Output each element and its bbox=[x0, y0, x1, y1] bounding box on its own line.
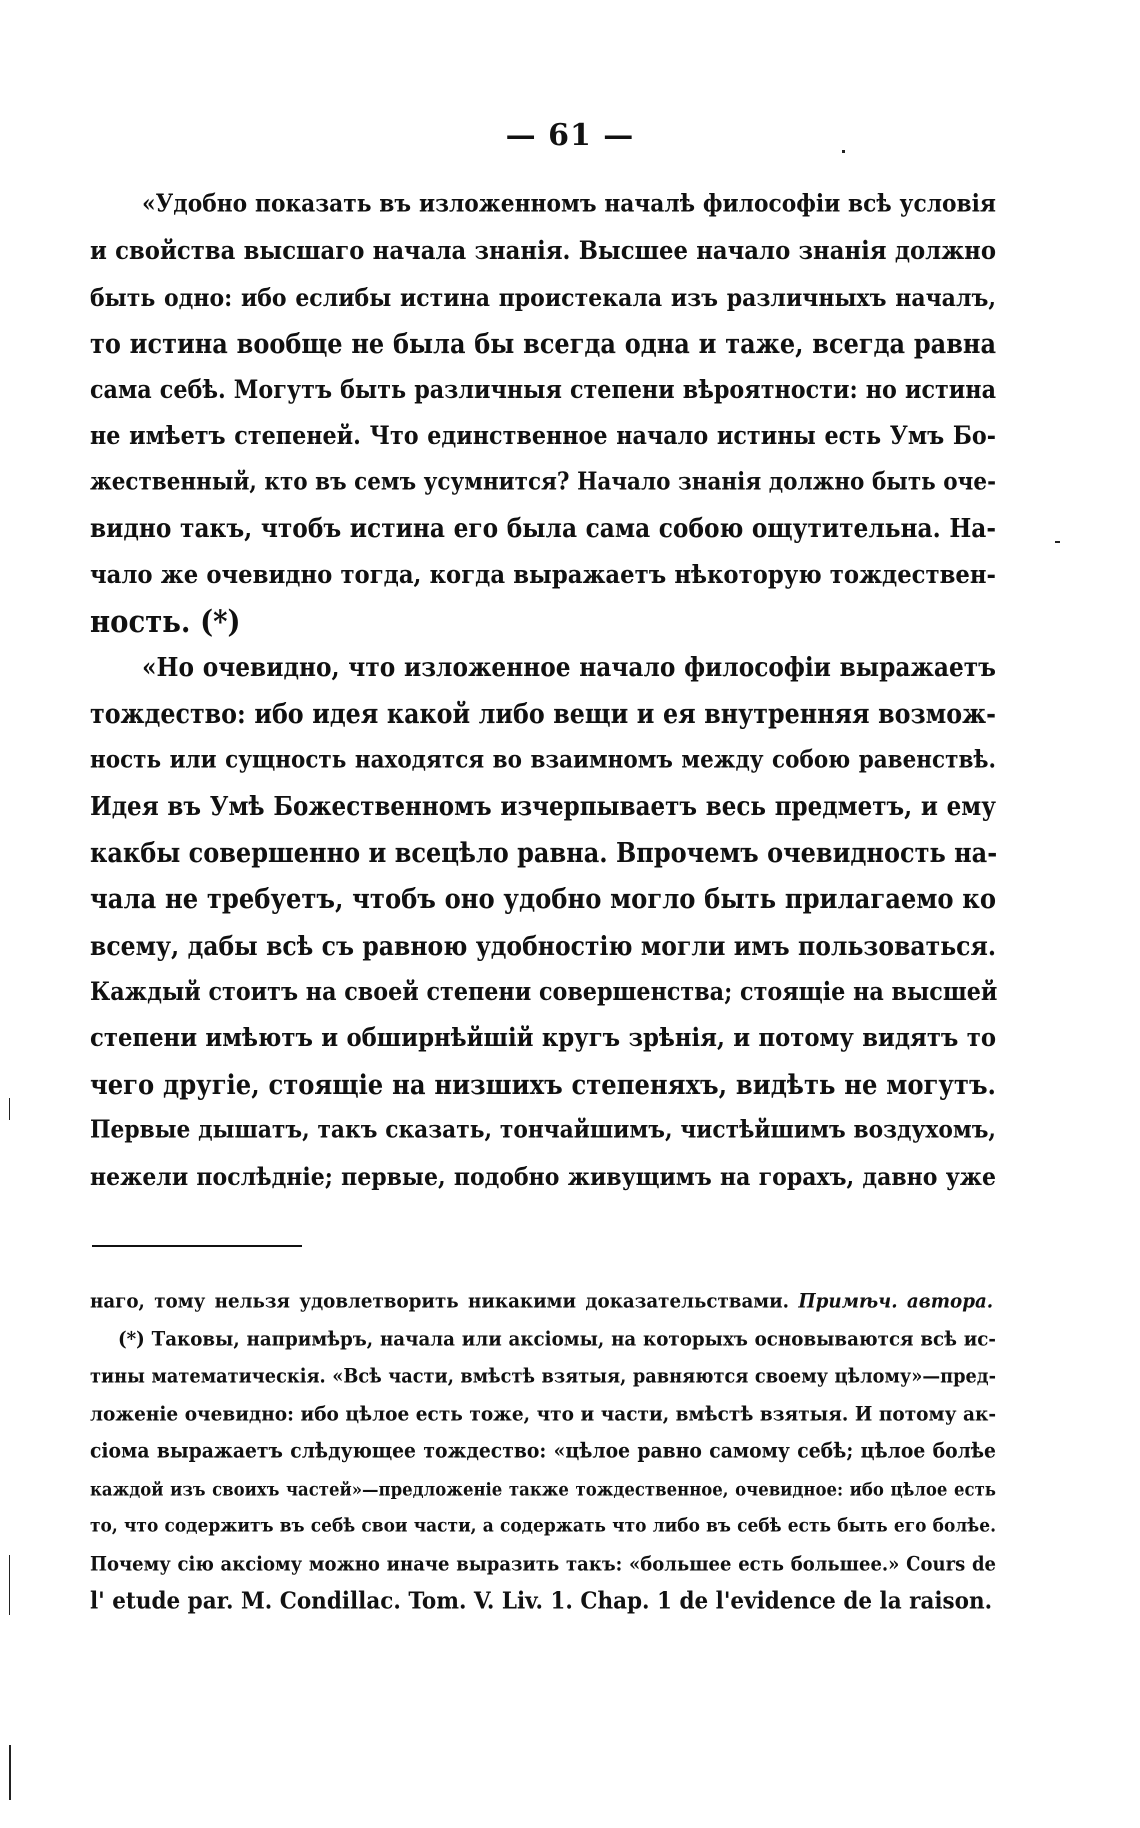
scan-artifact-dot bbox=[842, 150, 845, 153]
text-line: жественный, кто въ семъ усумнится? Начало знанія должно быть оче- bbox=[90, 468, 996, 497]
text-line: чего другіе, стоящіе на низшихъ степеняхъ, видѣть не могутъ. bbox=[90, 1067, 996, 1101]
text-line: тождество: ибо идея какой либо вещи и ея внутренняя возмож- bbox=[90, 698, 996, 730]
footnote-line: тины математическія. «Всѣ части, вмѣстѣ взятыя, равняются своему цѣлому»—пред- bbox=[90, 1365, 996, 1388]
scan-artifact-mark bbox=[9, 1555, 10, 1615]
text-line: чало же очевидно тогда, когда выражаетъ нѣкоторую тождествен- bbox=[90, 560, 996, 590]
scan-artifact-mark bbox=[9, 1098, 10, 1120]
footnote-line: ложеніе очевидно: ибо цѣлое есть тоже, что и части, вмѣстѣ взятыя. И потому ак- bbox=[90, 1402, 996, 1426]
text-line: ность или сущность находятся во взаимномъ между собою равенствѣ. bbox=[90, 745, 996, 774]
footnote-continuation: наго, тому нельзя удовлетворить никакими доказательствами. bbox=[90, 1290, 790, 1313]
text-line: степени имѣютъ и обширнѣйшій кругъ зрѣнія, и потому видятъ то bbox=[90, 1023, 996, 1053]
footnote-line bbox=[90, 1282, 996, 1323]
footnote-line: то, что содержитъ въ себѣ свои части, а содержать что либо въ себѣ есть быть его болѣе. bbox=[90, 1515, 996, 1537]
text-line: видно такъ, чтобъ истина его была сама собою ощутительна. На- bbox=[90, 513, 996, 544]
main-text bbox=[90, 182, 996, 1201]
scan-artifact-dot bbox=[1055, 541, 1060, 543]
text-line: «Удобно показать въ изложенномъ началѣ философіи всѣ условія bbox=[142, 190, 996, 219]
footnote-line: (*) Таковы, напримѣръ, начала или аксіомы, на которыхъ основываются всѣ ис- bbox=[118, 1327, 996, 1351]
text-line: не имѣетъ степеней. Что единственное начало истины есть Умъ Бо- bbox=[90, 421, 996, 452]
text-line: быть одно: ибо еслибы истина проистекала изъ различныхъ началъ, bbox=[90, 283, 996, 313]
page-number: — 61 — bbox=[505, 118, 635, 153]
text-line: и свойства высшаго начала знанія. Высшее начало знанія должно bbox=[90, 236, 996, 266]
footnote-divider bbox=[92, 1245, 302, 1247]
footnote-line: Почему сію аксіому можно иначе выразить такъ: «большее есть большее.» Cours de bbox=[90, 1552, 996, 1576]
footnote-line: сіома выражаетъ слѣдующее тождество: «цѣлое равно самому себѣ; цѣлое болѣе bbox=[90, 1439, 996, 1463]
text-line: Идея въ Умѣ Божественномъ изчерпываетъ весь предметъ, и ему bbox=[90, 791, 996, 822]
footnote-line: l' etude par. M. Condillac. Tom. V. Liv. 1. Chap. 1 de l'evidence de la raison. bbox=[90, 1587, 993, 1615]
text-line: то истина вообще не была бы всегда одна и таже, всегда равна bbox=[90, 327, 996, 360]
text-line: Первые дышатъ, такъ сказать, тончайшимъ, чистѣйшимъ воздухомъ, bbox=[90, 1116, 996, 1145]
text-line: ность. (*) bbox=[90, 603, 241, 640]
text-line: сама себѣ. Могутъ быть различныя степени вѣроятности: но истина bbox=[90, 375, 996, 405]
scan-artifact-mark bbox=[9, 1745, 11, 1800]
text-line: всему, дабы всѣ съ равною удобностію могли имъ пользоваться. bbox=[90, 930, 996, 962]
text-line: чала не требуетъ, чтобъ оно удобно могло быть прилагаемо ко bbox=[90, 882, 996, 916]
footnotes bbox=[90, 1283, 996, 1621]
text-line: какбы совершенно и всецѣло равна. Впрочемъ очевидность на- bbox=[90, 836, 998, 869]
text-line: Каждый стоитъ на своей степени совершенства; стоящіе на высшей bbox=[90, 977, 998, 1007]
footnote-attribution: Примѣч. автора. bbox=[798, 1290, 994, 1313]
text-line: «Но очевидно, что изложенное начало философіи выражаетъ bbox=[142, 652, 996, 683]
text-line: нежели послѣдніе; первые, подобно живущимъ на горахъ, давно уже bbox=[90, 1162, 996, 1192]
footnote-line: каждой изъ своихъ частей»—предложеніе также тождественное, очевидное: ибо цѣлое есть bbox=[90, 1478, 996, 1500]
